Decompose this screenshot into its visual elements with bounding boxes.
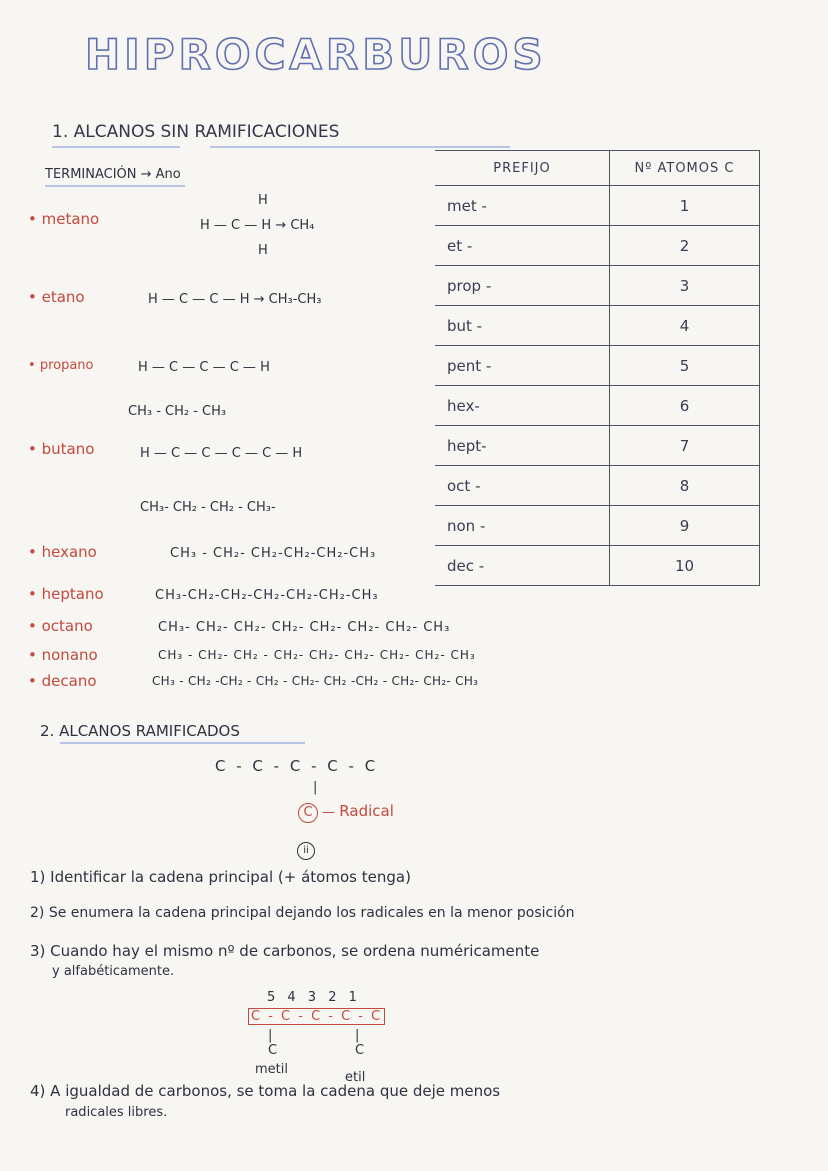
table-row: [435, 266, 760, 306]
radical-marker: [298, 802, 394, 823]
table-header-row: [435, 151, 760, 186]
propano-structure: H — C — C — C — H: [138, 360, 270, 375]
alkane-name: • nonano: [28, 646, 98, 664]
alkane-formula: CH₃- CH₂- CH₂- CH₂- CH₂- CH₂- CH₂- CH₃: [158, 620, 451, 635]
etano-structure: H — C — C — H → CH₃-CH₃: [148, 292, 322, 307]
atoms-cell: 1: [610, 186, 760, 226]
alkane-formula: CH₃-CH₂-CH₂-CH₂-CH₂-CH₂-CH₃: [155, 588, 379, 603]
page-title: HIPROCARBUROS: [85, 30, 547, 79]
alkane-name-propano: • propano: [28, 358, 94, 373]
table-row: [435, 226, 760, 266]
radical-circle: C: [298, 803, 318, 823]
radical-label: Radical: [339, 802, 394, 820]
prefix-cell: oct -: [435, 466, 610, 506]
alkane-name-metano: • metano: [28, 210, 99, 228]
prefix-cell: hept-: [435, 426, 610, 466]
metano-top-h: H: [258, 193, 268, 208]
heading-underline: [52, 146, 180, 148]
table-row: [435, 546, 760, 586]
propano-condensed: CH₃ - CH₂ - CH₃: [128, 404, 227, 419]
table-row: [435, 186, 760, 226]
table-row: [435, 466, 760, 506]
heading-underline: [210, 146, 510, 148]
table-row: [435, 346, 760, 386]
prefix-cell: prop -: [435, 266, 610, 306]
prefix-cell: dec -: [435, 546, 610, 586]
alkane-formula: CH₃ - CH₂ -CH₂ - CH₂ - CH₂- CH₂ -CH₂ - CH₂- CH₂- CH₃: [152, 674, 479, 688]
alkane-name: • hexano: [28, 543, 97, 561]
atoms-cell: 5: [610, 346, 760, 386]
ending-underline: [45, 185, 185, 187]
metano-structure: H — C — H → CH₄: [200, 218, 315, 233]
circled-note: [297, 838, 315, 860]
rule-2: 2) Se enumera la cadena principal dejando los radicales en la menor posición: [30, 905, 575, 921]
butano-condensed: CH₃- CH₂ - CH₂ - CH₃-: [140, 500, 276, 515]
prefix-cell: et -: [435, 226, 610, 266]
circled-number: ii: [297, 842, 315, 860]
alkane-name-etano: • etano: [28, 288, 85, 306]
example-chain: C - C - C - C - C: [248, 1008, 385, 1025]
table-row: [435, 386, 760, 426]
rule-4-cont: radicales libres.: [65, 1105, 168, 1120]
header-prefix: PREFIJO: [435, 151, 610, 186]
rule-3: 3) Cuando hay el mismo nº de carbonos, se ordena numéricamente: [30, 942, 540, 960]
section2-heading: 2. ALCANOS RAMIFICADOS: [40, 722, 240, 740]
alkane-name: • heptano: [28, 585, 104, 603]
ending-note: TERMINACIÓN → Ano: [45, 167, 181, 182]
prefix-cell: hex-: [435, 386, 610, 426]
atoms-cell: 3: [610, 266, 760, 306]
table-row: [435, 506, 760, 546]
atoms-cell: 10: [610, 546, 760, 586]
example-branch-1: | C: [268, 1028, 278, 1058]
branch-bond: |: [313, 780, 318, 795]
table-row: [435, 306, 760, 346]
alkane-formula: CH₃ - CH₂- CH₂-CH₂-CH₂-CH₃: [170, 546, 377, 561]
atoms-cell: 4: [610, 306, 760, 346]
alkane-name-butano: • butano: [28, 440, 94, 458]
alkane-name: • decano: [28, 672, 97, 690]
section2-underline: [60, 742, 305, 744]
metano-bottom-h: H: [258, 243, 268, 258]
branched-chain: C - C - C - C - C: [215, 757, 379, 775]
atoms-cell: 8: [610, 466, 760, 506]
example-metil: metil: [255, 1062, 288, 1077]
example-branch-2: | C: [355, 1028, 365, 1058]
section1-heading: 1. ALCANOS SIN RAMIFICACIONES: [52, 122, 340, 142]
alkane-formula: CH₃ - CH₂- CH₂ - CH₂- CH₂- CH₂- CH₂- CH₂- CH₃: [158, 648, 476, 662]
header-atoms: Nº ATOMOS C: [610, 151, 760, 186]
prefix-cell: met -: [435, 186, 610, 226]
rule-1: 1) Identificar la cadena principal (+ átomos tenga): [30, 868, 411, 886]
rule-4: 4) A igualdad de carbonos, se toma la cadena que deje menos: [30, 1082, 501, 1100]
example-etil: etil: [345, 1070, 366, 1085]
atoms-cell: 6: [610, 386, 760, 426]
example-numbers: 5 4 3 2 1: [267, 990, 361, 1005]
prefix-cell: but -: [435, 306, 610, 346]
atoms-cell: 2: [610, 226, 760, 266]
prefix-table: [435, 150, 760, 586]
rule-3-cont: y alfabéticamente.: [52, 964, 175, 979]
atoms-cell: 7: [610, 426, 760, 466]
butano-structure: H — C — C — C — C — H: [140, 446, 303, 461]
prefix-cell: non -: [435, 506, 610, 546]
table-row: [435, 426, 760, 466]
alkane-name: • octano: [28, 617, 93, 635]
prefix-cell: pent -: [435, 346, 610, 386]
atoms-cell: 9: [610, 506, 760, 546]
radical-dash: —: [322, 805, 336, 820]
